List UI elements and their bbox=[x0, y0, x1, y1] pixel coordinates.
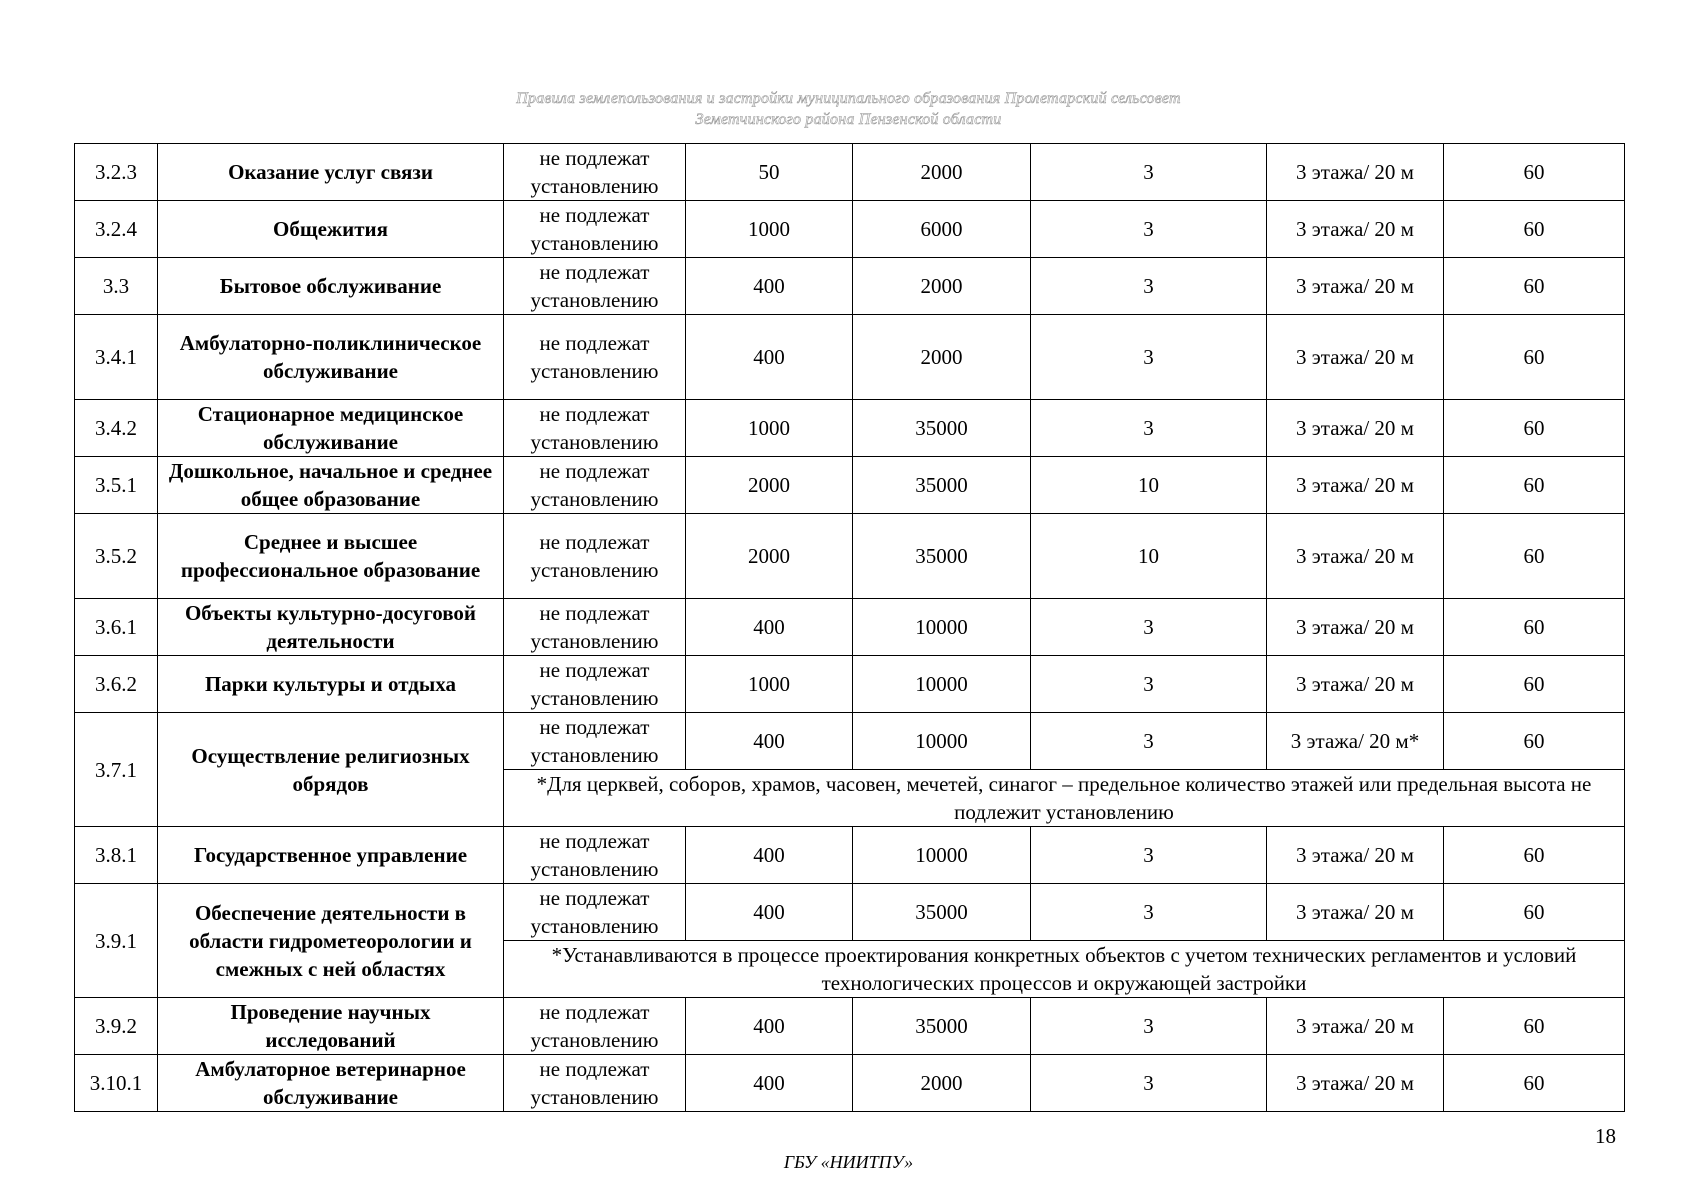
name-cell: Парки культуры и отдыха bbox=[158, 656, 504, 713]
table-row bbox=[75, 400, 1625, 457]
height-cell: 3 этажа/ 20 м bbox=[1267, 884, 1444, 941]
max-area-cell: 2000 bbox=[853, 144, 1031, 201]
max-area-cell: 35000 bbox=[853, 457, 1031, 514]
setback-cell: 3 bbox=[1031, 599, 1267, 656]
coverage-cell: 60 bbox=[1444, 258, 1625, 315]
max-area-cell: 35000 bbox=[853, 514, 1031, 599]
min-area-cell: 400 bbox=[686, 1055, 853, 1112]
regulations-table bbox=[74, 143, 1625, 1112]
unregulated-cell: не подлежат установлению bbox=[504, 827, 686, 884]
name-cell: Объекты культурно-досуговой деятельности bbox=[158, 599, 504, 656]
header-line-2: Земетчинского района Пензенской области bbox=[695, 111, 1002, 128]
name-cell: Государственное управление bbox=[158, 827, 504, 884]
code-cell: 3.2.4 bbox=[75, 201, 158, 258]
table-row bbox=[75, 998, 1625, 1055]
code-cell: 3.6.2 bbox=[75, 656, 158, 713]
unregulated-cell: не подлежат установлению bbox=[504, 258, 686, 315]
min-area-cell: 1000 bbox=[686, 201, 853, 258]
setback-cell: 3 bbox=[1031, 201, 1267, 258]
coverage-cell: 60 bbox=[1444, 144, 1625, 201]
name-cell: Амбулаторно-поликлиническое обслуживание bbox=[158, 315, 504, 400]
min-area-cell: 400 bbox=[686, 315, 853, 400]
setback-cell: 3 bbox=[1031, 144, 1267, 201]
name-cell: Общежития bbox=[158, 201, 504, 258]
table-row bbox=[75, 514, 1625, 599]
unregulated-cell: не подлежат установлению bbox=[504, 315, 686, 400]
table-row bbox=[75, 457, 1625, 514]
page-number: 18 bbox=[1595, 1124, 1616, 1148]
coverage-cell: 60 bbox=[1444, 201, 1625, 258]
coverage-cell: 60 bbox=[1444, 315, 1625, 400]
height-cell: 3 этажа/ 20 м bbox=[1267, 400, 1444, 457]
max-area-cell: 10000 bbox=[853, 713, 1031, 770]
height-cell: 3 этажа/ 20 м bbox=[1267, 315, 1444, 400]
name-cell: Дошкольное, начальное и среднее общее образование bbox=[158, 457, 504, 514]
max-area-cell: 2000 bbox=[853, 258, 1031, 315]
unregulated-cell: не подлежат установлению bbox=[504, 998, 686, 1055]
max-area-cell: 10000 bbox=[853, 827, 1031, 884]
setback-cell: 3 bbox=[1031, 258, 1267, 315]
table-row bbox=[75, 315, 1625, 400]
max-area-cell: 6000 bbox=[853, 201, 1031, 258]
note-cell: *Для церквей, соборов, храмов, часовен, мечетей, синагог – предельное количество этажей или предельная высота не подлежит установлению bbox=[504, 770, 1625, 827]
setback-cell: 3 bbox=[1031, 998, 1267, 1055]
code-cell: 3.3 bbox=[75, 258, 158, 315]
code-cell: 3.9.1 bbox=[75, 884, 158, 998]
height-cell: 3 этажа/ 20 м bbox=[1267, 827, 1444, 884]
height-cell: 3 этажа/ 20 м* bbox=[1267, 713, 1444, 770]
table-row bbox=[75, 713, 1625, 770]
unregulated-cell: не подлежат установлению bbox=[504, 400, 686, 457]
min-area-cell: 50 bbox=[686, 144, 853, 201]
name-cell: Проведение научных исследований bbox=[158, 998, 504, 1055]
table-row bbox=[75, 656, 1625, 713]
height-cell: 3 этажа/ 20 м bbox=[1267, 1055, 1444, 1112]
code-cell: 3.4.2 bbox=[75, 400, 158, 457]
unregulated-cell: не подлежат установлению bbox=[504, 201, 686, 258]
coverage-cell: 60 bbox=[1444, 998, 1625, 1055]
code-cell: 3.4.1 bbox=[75, 315, 158, 400]
table-row bbox=[75, 144, 1625, 201]
min-area-cell: 400 bbox=[686, 827, 853, 884]
name-cell: Стационарное медицинское обслуживание bbox=[158, 400, 504, 457]
max-area-cell: 35000 bbox=[853, 998, 1031, 1055]
min-area-cell: 1000 bbox=[686, 400, 853, 457]
unregulated-cell: не подлежат установлению bbox=[504, 713, 686, 770]
setback-cell: 10 bbox=[1031, 457, 1267, 514]
setback-cell: 3 bbox=[1031, 400, 1267, 457]
code-cell: 3.5.1 bbox=[75, 457, 158, 514]
setback-cell: 3 bbox=[1031, 656, 1267, 713]
unregulated-cell: не подлежат установлению bbox=[504, 1055, 686, 1112]
header-line-1: Правила землепользования и застройки муниципального образования Пролетарский сельсовет bbox=[516, 90, 1181, 107]
max-area-cell: 2000 bbox=[853, 315, 1031, 400]
unregulated-cell: не подлежат установлению bbox=[504, 884, 686, 941]
document-footer: ГБУ «НИИТПУ» bbox=[783, 1152, 914, 1172]
coverage-cell: 60 bbox=[1444, 713, 1625, 770]
unregulated-cell: не подлежат установлению bbox=[504, 457, 686, 514]
table-row bbox=[75, 827, 1625, 884]
document-header bbox=[0, 88, 1697, 130]
height-cell: 3 этажа/ 20 м bbox=[1267, 457, 1444, 514]
table-row bbox=[75, 1055, 1625, 1112]
height-cell: 3 этажа/ 20 м bbox=[1267, 599, 1444, 656]
height-cell: 3 этажа/ 20 м bbox=[1267, 998, 1444, 1055]
name-cell: Бытовое обслуживание bbox=[158, 258, 504, 315]
coverage-cell: 60 bbox=[1444, 400, 1625, 457]
code-cell: 3.2.3 bbox=[75, 144, 158, 201]
unregulated-cell: не подлежат установлению bbox=[504, 656, 686, 713]
table-row bbox=[75, 884, 1625, 941]
name-cell: Оказание услуг связи bbox=[158, 144, 504, 201]
min-area-cell: 400 bbox=[686, 884, 853, 941]
coverage-cell: 60 bbox=[1444, 514, 1625, 599]
setback-cell: 3 bbox=[1031, 1055, 1267, 1112]
note-cell: *Устанавливаются в процессе проектирования конкретных объектов с учетом технических регламентов и условий технологических процессов и окружающей застройки bbox=[504, 941, 1625, 998]
table-row bbox=[75, 258, 1625, 315]
setback-cell: 3 bbox=[1031, 315, 1267, 400]
coverage-cell: 60 bbox=[1444, 457, 1625, 514]
height-cell: 3 этажа/ 20 м bbox=[1267, 514, 1444, 599]
min-area-cell: 400 bbox=[686, 713, 853, 770]
code-cell: 3.5.2 bbox=[75, 514, 158, 599]
setback-cell: 3 bbox=[1031, 827, 1267, 884]
height-cell: 3 этажа/ 20 м bbox=[1267, 201, 1444, 258]
table-row bbox=[75, 201, 1625, 258]
coverage-cell: 60 bbox=[1444, 1055, 1625, 1112]
table-row bbox=[75, 599, 1625, 656]
unregulated-cell: не подлежат установлению bbox=[504, 144, 686, 201]
min-area-cell: 400 bbox=[686, 998, 853, 1055]
setback-cell: 3 bbox=[1031, 884, 1267, 941]
unregulated-cell: не подлежат установлению bbox=[504, 514, 686, 599]
name-cell: Среднее и высшее профессиональное образование bbox=[158, 514, 504, 599]
name-cell: Осуществление религиозных обрядов bbox=[158, 713, 504, 827]
coverage-cell: 60 bbox=[1444, 827, 1625, 884]
height-cell: 3 этажа/ 20 м bbox=[1267, 258, 1444, 315]
min-area-cell: 400 bbox=[686, 258, 853, 315]
max-area-cell: 35000 bbox=[853, 400, 1031, 457]
coverage-cell: 60 bbox=[1444, 599, 1625, 656]
unregulated-cell: не подлежат установлению bbox=[504, 599, 686, 656]
max-area-cell: 2000 bbox=[853, 1055, 1031, 1112]
height-cell: 3 этажа/ 20 м bbox=[1267, 144, 1444, 201]
max-area-cell: 35000 bbox=[853, 884, 1031, 941]
min-area-cell: 2000 bbox=[686, 514, 853, 599]
code-cell: 3.10.1 bbox=[75, 1055, 158, 1112]
min-area-cell: 400 bbox=[686, 599, 853, 656]
code-cell: 3.7.1 bbox=[75, 713, 158, 827]
coverage-cell: 60 bbox=[1444, 884, 1625, 941]
max-area-cell: 10000 bbox=[853, 599, 1031, 656]
setback-cell: 10 bbox=[1031, 514, 1267, 599]
height-cell: 3 этажа/ 20 м bbox=[1267, 656, 1444, 713]
code-cell: 3.9.2 bbox=[75, 998, 158, 1055]
min-area-cell: 1000 bbox=[686, 656, 853, 713]
min-area-cell: 2000 bbox=[686, 457, 853, 514]
name-cell: Амбулаторное ветеринарное обслуживание bbox=[158, 1055, 504, 1112]
code-cell: 3.8.1 bbox=[75, 827, 158, 884]
setback-cell: 3 bbox=[1031, 713, 1267, 770]
max-area-cell: 10000 bbox=[853, 656, 1031, 713]
code-cell: 3.6.1 bbox=[75, 599, 158, 656]
coverage-cell: 60 bbox=[1444, 656, 1625, 713]
name-cell: Обеспечение деятельности в области гидрометеорологии и смежных с ней областях bbox=[158, 884, 504, 998]
